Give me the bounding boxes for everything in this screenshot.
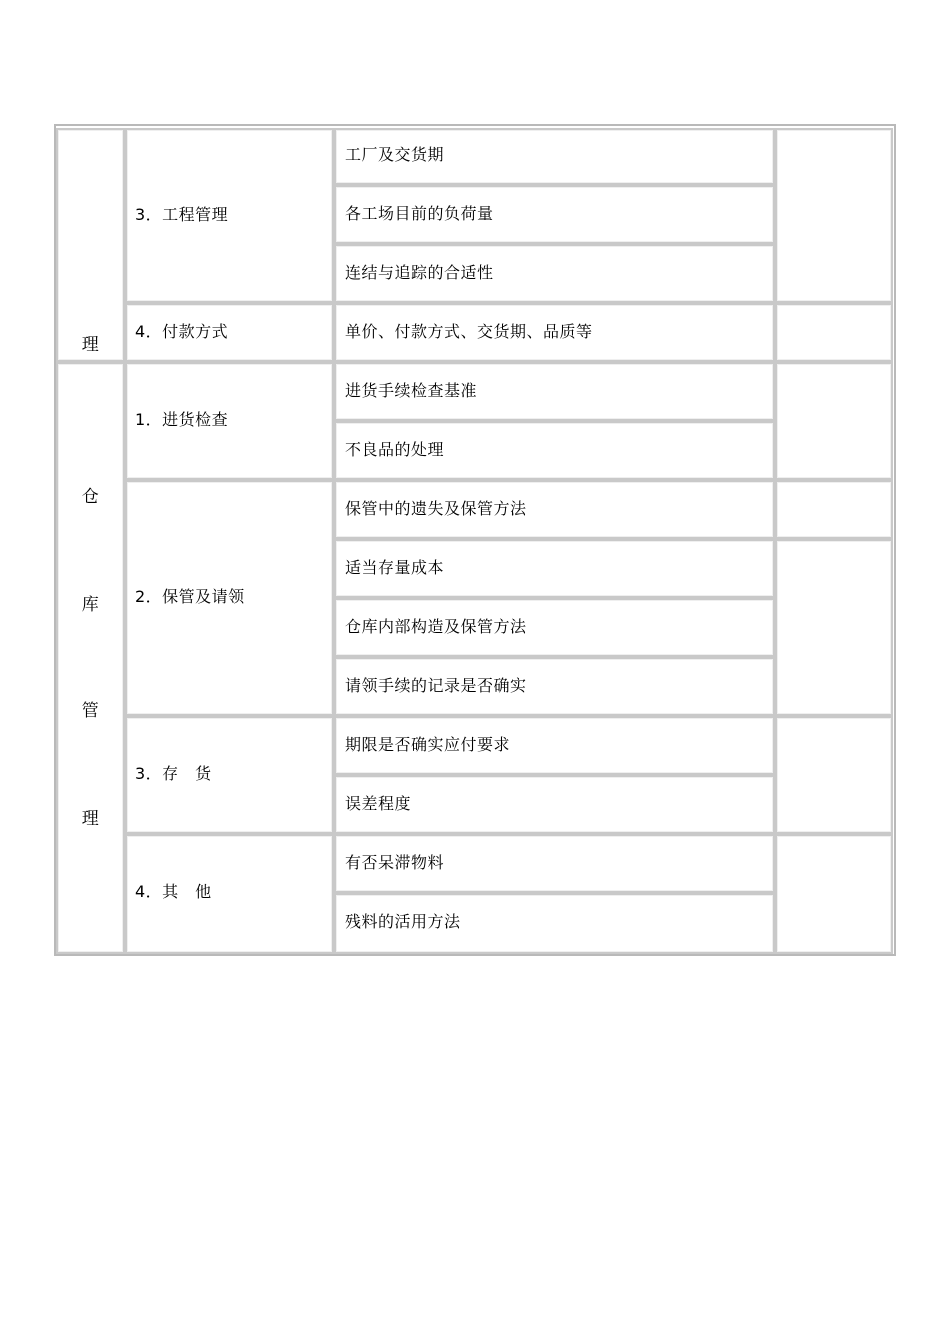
- item-text: 有否呆滞物料: [345, 853, 445, 872]
- item-cell: [334, 834, 775, 893]
- item-cell: [334, 185, 775, 244]
- item-text: 不良品的处理: [345, 440, 445, 459]
- section-title-char: 库: [81, 595, 100, 615]
- item-cell: [334, 539, 775, 598]
- remark-cell: [775, 480, 893, 539]
- remark-cell: [775, 716, 893, 834]
- item-text: 工厂及交货期: [345, 145, 445, 164]
- item-cell: [334, 244, 775, 303]
- remark-cell: [775, 834, 893, 954]
- item-text: 连结与追踪的合适性: [345, 263, 494, 282]
- item-text: 期限是否确实应付要求: [345, 735, 511, 754]
- item-cell: [334, 893, 775, 954]
- group-label: 3．工程管理: [135, 205, 229, 224]
- item-text: 残料的活用方法: [345, 912, 461, 931]
- checklist-table: [54, 124, 896, 956]
- group-label-cell: [125, 362, 334, 480]
- item-text: 适当存量成本: [345, 558, 445, 577]
- section-title-char: 仓: [81, 487, 100, 507]
- section-title-cell: [56, 362, 125, 954]
- item-text: 进货手续检查基准: [345, 381, 478, 400]
- group-label: 4．付款方式: [135, 322, 229, 341]
- group-label: 1．进货检查: [135, 410, 229, 429]
- item-text: 仓库内部构造及保管方法: [345, 617, 527, 636]
- item-text: 保管中的遗失及保管方法: [345, 499, 527, 518]
- group-label-cell: [125, 303, 334, 362]
- remark-cell: [775, 303, 893, 362]
- group-label: 2．保管及请领: [135, 587, 245, 606]
- item-text: 请领手续的记录是否确实: [345, 676, 527, 695]
- item-cell: [334, 598, 775, 657]
- item-cell: [334, 775, 775, 834]
- item-text: 单价、付款方式、交货期、品质等: [345, 322, 593, 341]
- group-label-cell: [125, 480, 334, 716]
- item-cell: [334, 421, 775, 480]
- remark-cell: [775, 362, 893, 480]
- remark-cell: [775, 128, 893, 303]
- group-label-cell: [125, 716, 334, 834]
- section-title-char: 管: [81, 701, 100, 721]
- item-cell: [334, 303, 775, 362]
- group-label-cell: [125, 128, 334, 303]
- item-cell: [334, 657, 775, 716]
- item-cell: [334, 480, 775, 539]
- item-cell: [334, 716, 775, 775]
- group-label-cell: [125, 834, 334, 954]
- group-label: 3．存 货: [135, 764, 212, 783]
- section-title-char: 理: [81, 809, 100, 829]
- item-text: 误差程度: [345, 794, 412, 813]
- section-title-cell: [56, 128, 125, 362]
- item-text: 各工场目前的负荷量: [345, 204, 494, 223]
- item-cell: [334, 362, 775, 421]
- remark-cell: [775, 539, 893, 716]
- group-label: 4．其 他: [135, 882, 212, 901]
- section-title-char: 理: [81, 335, 100, 355]
- item-cell: [334, 128, 775, 185]
